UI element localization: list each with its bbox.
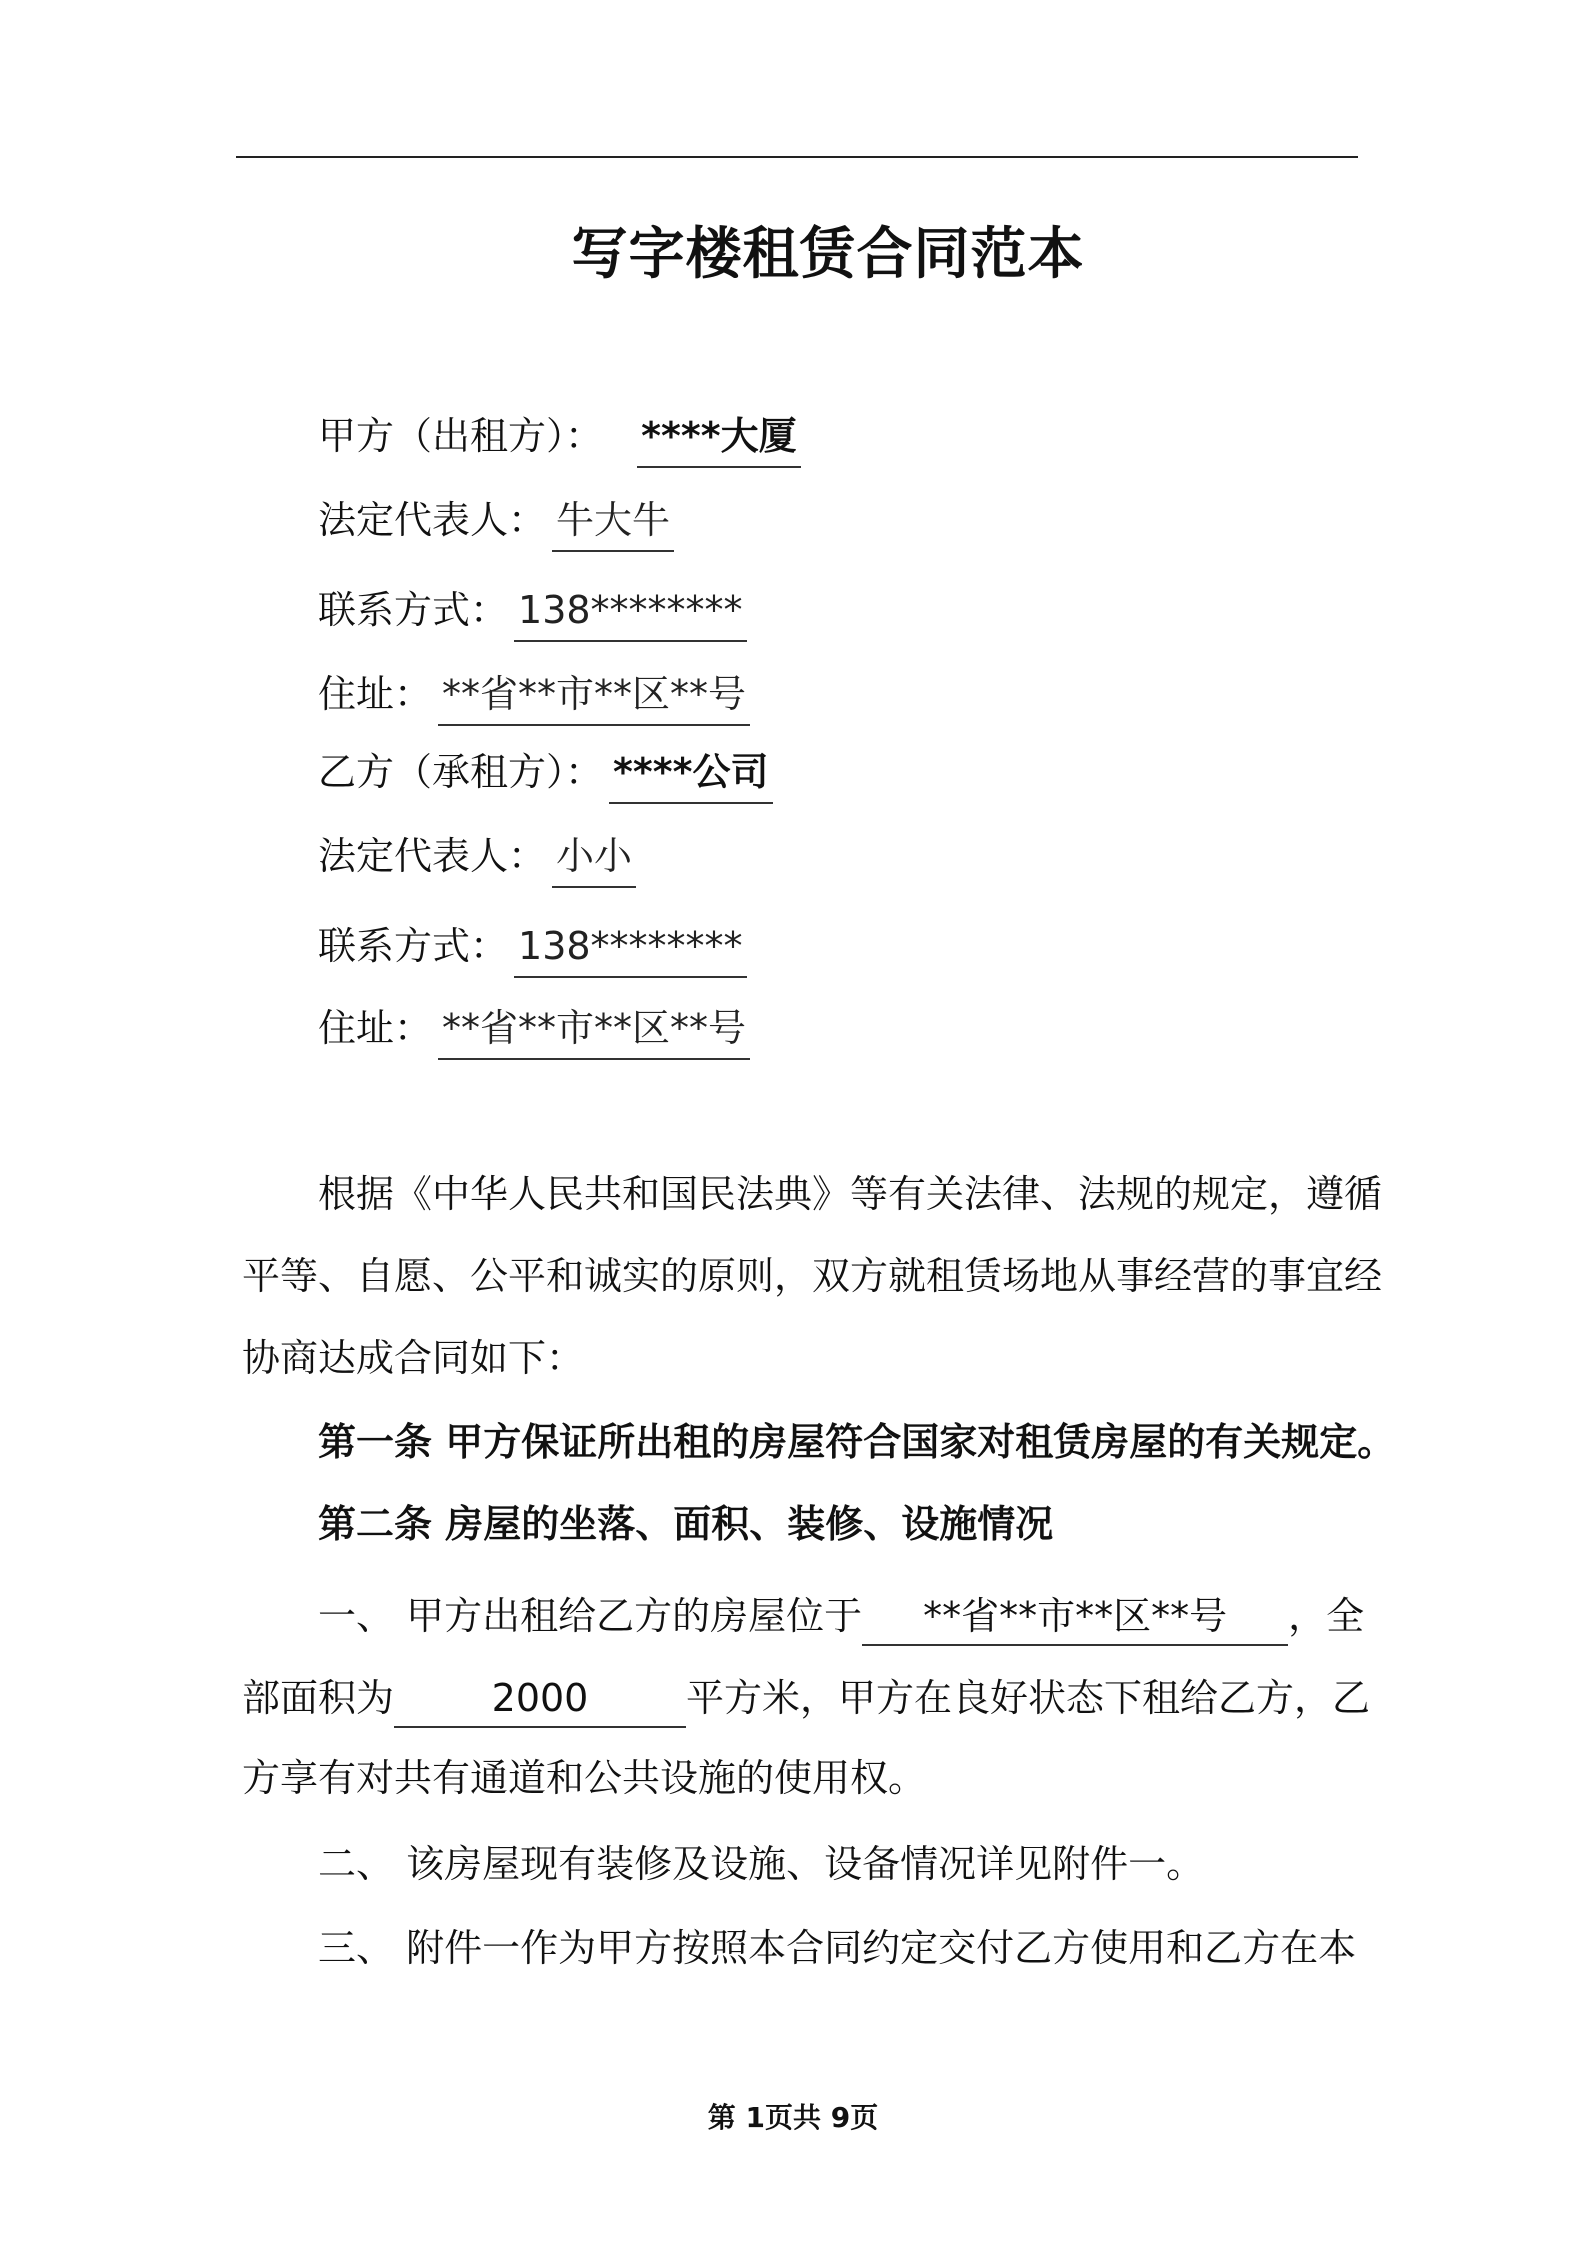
item-1-prefix: 一、 甲方出租给乙方的房屋位于 (318, 1594, 863, 1638)
intro-line-3: 协商达成合同如下： (242, 1336, 585, 1380)
party-b-field (318, 748, 773, 796)
article-2: 第二条 房屋的坐落、面积、装修、设施情况 (318, 1502, 1054, 1546)
item-1-line-3: 方享有对共有通道和公共设施的使用权。 (242, 1756, 927, 1800)
party-a-value: ****大厦 (637, 412, 801, 468)
party-b-address-value: **省**市**区**号 (438, 1004, 750, 1060)
item-1-after-location: ，全 (1288, 1594, 1365, 1638)
party-a-contact-value: 138******** (514, 586, 747, 642)
party-b-label: 乙方（承租方）： (318, 750, 604, 794)
party-b-address-label: 住址： (318, 1006, 433, 1050)
party-a-address-field (318, 670, 750, 718)
party-a-contact-label: 联系方式： (318, 588, 509, 632)
header-rule (236, 156, 1358, 158)
item-1-line-2 (242, 1674, 1370, 1728)
item-1-area: 2000 (394, 1674, 686, 1728)
party-a-rep-label: 法定代表人： (318, 498, 547, 542)
item-2: 二、 该房屋现有装修及设施、设备情况详见附件一。 (318, 1842, 1205, 1886)
party-a-field (318, 412, 801, 460)
document-title: 写字楼租赁合同范本 (571, 222, 1085, 287)
party-b-value: ****公司 (609, 748, 773, 804)
party-a-label: 甲方（出租方）： (318, 414, 604, 458)
party-b-rep-field (318, 832, 636, 880)
item-1-area-suffix: 平方米，甲方在良好状态下租给乙方，乙 (686, 1676, 1371, 1720)
intro-line-1: 根据《中华人民共和国民法典》等有关法律、法规的规定，遵循 (318, 1172, 1383, 1216)
party-b-contact-field (318, 922, 747, 970)
item-1-area-prefix: 部面积为 (242, 1676, 395, 1720)
party-a-rep-field (318, 496, 674, 544)
party-b-contact-value: 138******** (514, 922, 747, 978)
party-a-rep-value: 牛大牛 (552, 496, 674, 552)
article-1: 第一条 甲方保证所出租的房屋符合国家对租赁房屋的有关规定。 (318, 1420, 1396, 1464)
item-1-location: **省**市**区**号 (862, 1592, 1288, 1646)
party-b-rep-value: 小小 (552, 832, 636, 888)
party-a-address-value: **省**市**区**号 (438, 670, 750, 726)
party-b-contact-label: 联系方式： (318, 924, 509, 968)
party-a-address-label: 住址： (318, 672, 433, 716)
party-b-rep-label: 法定代表人： (318, 834, 547, 878)
item-3: 三、 附件一作为甲方按照本合同约定交付乙方使用和乙方在本 (318, 1926, 1357, 1970)
party-a-contact-field (318, 586, 747, 634)
page-footer: 第 1页共 9页 (707, 2101, 879, 2134)
item-1-line-1 (318, 1592, 1364, 1646)
intro-line-2: 平等、自愿、公平和诚实的原则，双方就租赁场地从事经营的事宜经 (242, 1254, 1383, 1298)
party-b-address-field (318, 1004, 750, 1052)
